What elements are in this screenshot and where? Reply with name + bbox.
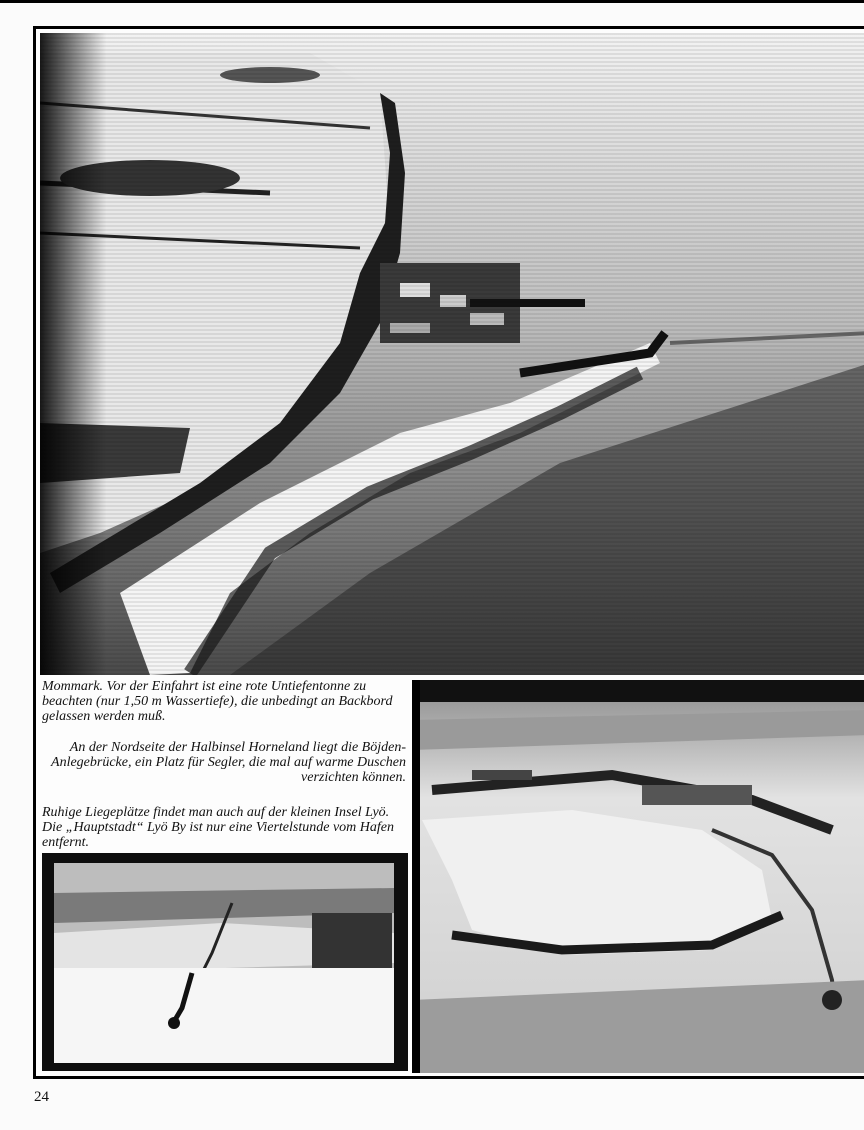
top-rule: [0, 0, 864, 3]
aerial-photo-lyo: [42, 853, 408, 1071]
caption-mommark: Mommark. Vor der Einfahrt ist eine rote Untiefentonne zu beachten (nur 1,50 m Wassertiefe), die unbedingt an Backbord gelassen werden muß.: [42, 679, 393, 724]
caption-horneland: An der Nordseite der Halbinsel Horneland liegt die Böjden-Anlegebrücke, ein Platz für Segler, die mal auf warme Duschen verzichten können.: [51, 740, 406, 785]
aerial-photo-lyo-drawing: [42, 853, 408, 1071]
aerial-photo-mommark-drawing: [40, 33, 864, 675]
caption-lyo: Ruhige Liegeplätze findet man auch auf der kleinen Insel Lyö. Die „Hauptstadt“ Lyö By ist nur eine Viertelstunde vom Hafen entfernt.: [42, 805, 395, 850]
aerial-photo-mommark: [40, 33, 864, 675]
page-number: 24: [34, 1089, 49, 1105]
aerial-photo-horneland: [412, 680, 864, 1073]
aerial-photo-horneland-drawing: [412, 680, 864, 1073]
